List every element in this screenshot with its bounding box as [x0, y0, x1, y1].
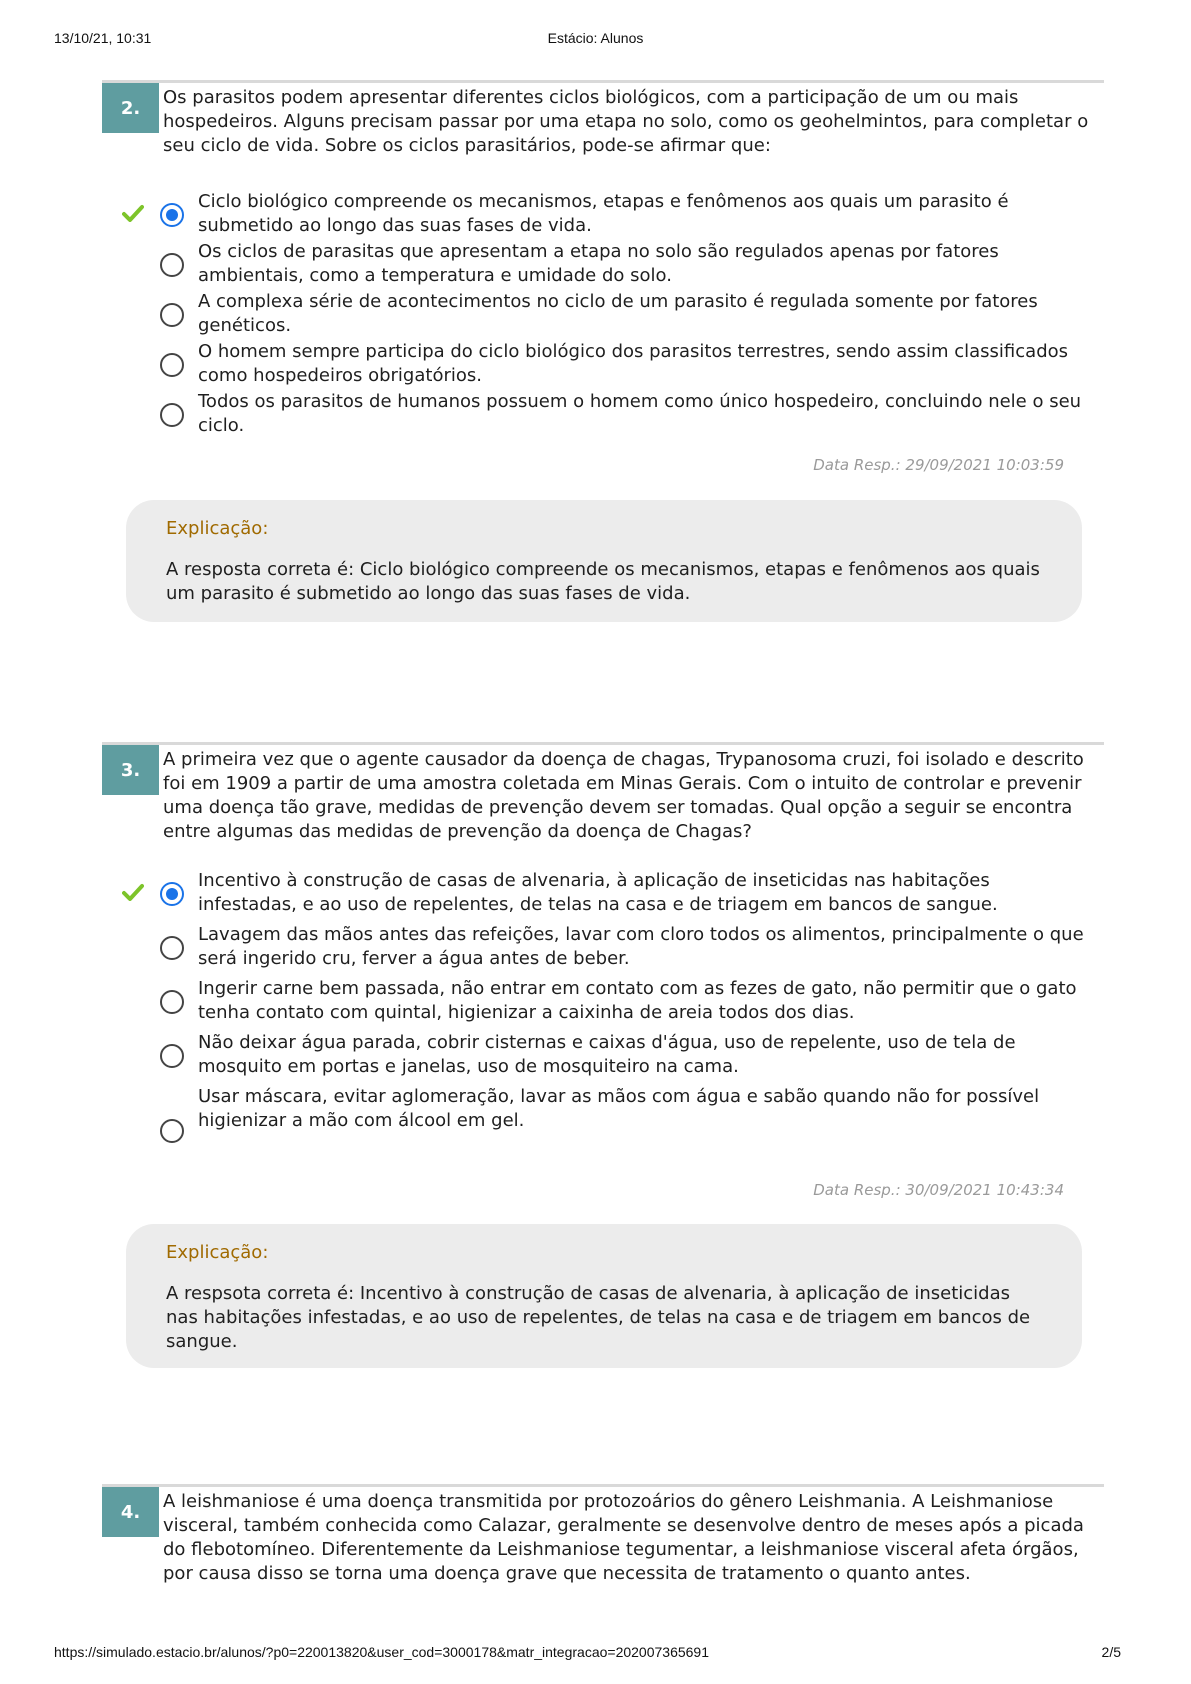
question-number-badge: 2. — [102, 83, 159, 133]
answer-date: Data Resp.: 29/09/2021 10:03:59 — [813, 456, 1064, 474]
radio-unselected[interactable] — [160, 303, 184, 327]
option-text: A complexa série de acontecimentos no ciclo de um parasito é regulada somente por fatores genéticos. — [198, 291, 1038, 336]
explanation-title: Explicação: — [166, 518, 269, 539]
question-text: A leishmaniose é uma doença transmitida por protozoários do gênero Leishmania. A Leishmaniose visceral, também conhecida como Calazar, geralmente se desenvolve dentro de meses após a picada do flebotomíneo. Diferentemente da Leishmaniose tegumentar, a leishmaniose visceral afeta órgãos, por causa disso se torna uma doença grave que necessita de tratamento o quanto antes. — [163, 1491, 1084, 1584]
explanation-text: A resposta correta é: Ciclo biológico compreende os mecanismos, etapas e fenômenos aos quais um parasito é submetido ao longo das suas fases de vida. — [166, 559, 1040, 604]
option-text: Incentivo à construção de casas de alvenaria, à aplicação de inseticidas nas habitações infestadas, e ao uso de repelentes, de telas na casa e de triagem em bancos de sangue. — [198, 870, 998, 915]
question-divider — [102, 742, 1104, 745]
option-2[interactable] — [102, 240, 1104, 290]
print-header — [0, 30, 1191, 50]
option-5[interactable] — [102, 1085, 1104, 1145]
explanation-title: Explicação: — [166, 1242, 269, 1263]
option-1[interactable] — [102, 190, 1104, 240]
option-text: Usar máscara, evitar aglomeração, lavar as mãos com água e sabão quando não for possível higienizar a mão com álcool em gel. — [198, 1086, 1040, 1131]
option-4[interactable] — [102, 1031, 1104, 1081]
radio-selected[interactable] — [160, 203, 184, 227]
option-text: Os ciclos de parasitas que apresentam a etapa no solo são regulados apenas por fatores ambientais, como a temperatura e umidade do solo. — [198, 241, 999, 286]
question-number-badge: 3. — [102, 745, 159, 795]
question-3 — [102, 742, 1104, 1382]
radio-unselected[interactable] — [160, 253, 184, 277]
radio-unselected[interactable] — [160, 353, 184, 377]
option-2[interactable] — [102, 923, 1104, 973]
option-4[interactable] — [102, 340, 1104, 390]
radio-unselected[interactable] — [160, 1119, 184, 1143]
explanation-box — [126, 500, 1082, 622]
question-4 — [102, 1484, 1104, 1624]
print-footer — [0, 1644, 1191, 1664]
explanation-box — [126, 1224, 1082, 1368]
radio-unselected[interactable] — [160, 403, 184, 427]
option-1[interactable] — [102, 869, 1104, 919]
radio-selected[interactable] — [160, 882, 184, 906]
print-page-number: 2/5 — [1101, 1644, 1121, 1660]
print-page-title: Estácio: Alunos — [547, 30, 644, 46]
option-text: Ingerir carne bem passada, não entrar em contato com as fezes de gato, não permitir que o gato tenha contato com quintal, higienizar a caixinha de areia todos dos dias. — [198, 978, 1077, 1023]
question-number-badge: 4. — [102, 1487, 159, 1537]
option-text: Lavagem das mãos antes das refeições, lavar com cloro todos os alimentos, principalmente o que será ingerido cru, ferver a água antes de beber. — [198, 924, 1084, 969]
option-text: O homem sempre participa do ciclo biológico dos parasitos terrestres, sendo assim classificados como hospedeiros obrigatórios. — [198, 341, 1069, 386]
radio-unselected[interactable] — [160, 990, 184, 1014]
option-3[interactable] — [102, 290, 1104, 340]
question-divider — [102, 1484, 1104, 1487]
print-datetime: 13/10/21, 10:31 — [54, 30, 152, 46]
explanation-text: A respsota correta é: Incentivo à construção de casas de alvenaria, à aplicação de inseticidas nas habitações infestadas, e ao uso de repelentes, de telas na casa e de triagem em bancos de sangue. — [166, 1283, 1031, 1352]
green-check-icon — [122, 883, 144, 901]
option-text: Ciclo biológico compreende os mecanismos, etapas e fenômenos aos quais um parasito é submetido ao longo das suas fases de vida. — [198, 191, 1009, 236]
answer-date: Data Resp.: 30/09/2021 10:43:34 — [813, 1181, 1064, 1199]
radio-unselected[interactable] — [160, 1044, 184, 1068]
radio-unselected[interactable] — [160, 936, 184, 960]
option-3[interactable] — [102, 977, 1104, 1027]
option-text: Não deixar água parada, cobrir cisternas e caixas d'água, uso de repelente, uso de tela de mosquito em portas e janelas, uso de mosquiteiro na cama. — [198, 1032, 1016, 1077]
print-url: https://simulado.estacio.br/alunos/?p0=220013820&user_cod=3000178&matr_integracao=202007365691 — [54, 1644, 709, 1660]
option-5[interactable] — [102, 390, 1104, 440]
question-text: Os parasitos podem apresentar diferentes ciclos biológicos, com a participação de um ou mais hospedeiros. Alguns precisam passar por uma etapa no solo, como os geohelmintos, para completar o seu ciclo de vida. Sobre os ciclos parasitários, pode-se afirmar que: — [163, 87, 1089, 156]
question-divider — [102, 80, 1104, 83]
option-text: Todos os parasitos de humanos possuem o homem como único hospedeiro, concluindo nele o seu ciclo. — [198, 391, 1082, 436]
question-text: A primeira vez que o agente causador da doença de chagas, Trypanosoma cruzi, foi isolado e descrito foi em 1909 a partir de uma amostra coletada em Minas Gerais. Com o intuito de controlar e prevenir uma doença tão grave, medidas de prevenção devem ser tomadas. Qual opção a seguir se encontra entre algumas das medidas de prevenção da doença de Chagas? — [163, 749, 1084, 842]
question-2 — [102, 80, 1104, 640]
green-check-icon — [122, 204, 144, 222]
